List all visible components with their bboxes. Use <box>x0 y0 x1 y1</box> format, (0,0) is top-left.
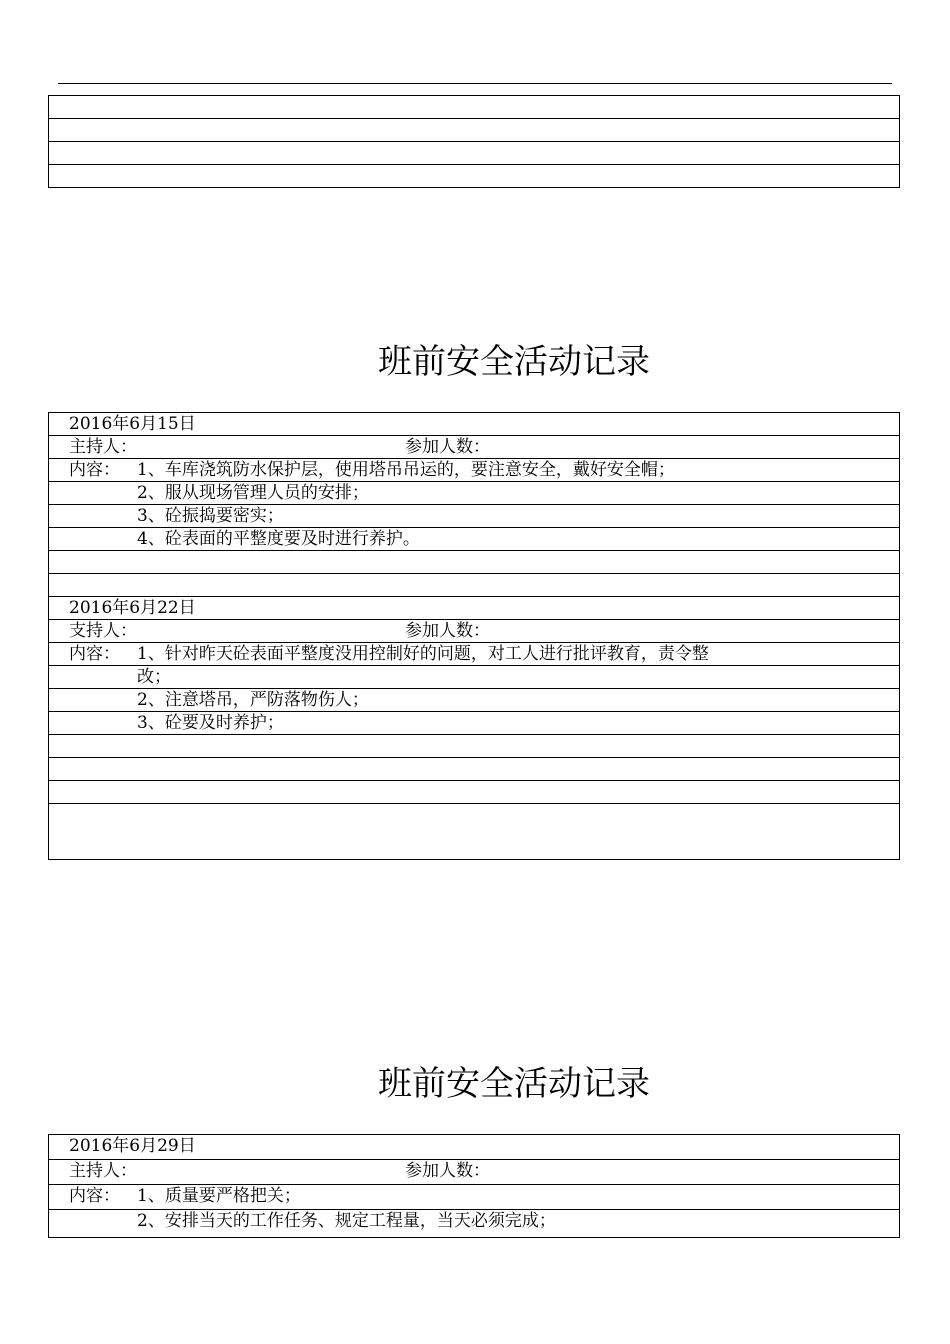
table-row <box>49 436 899 459</box>
table-row <box>49 712 899 735</box>
table-row <box>49 804 899 827</box>
host-label: 支持人： <box>69 621 137 641</box>
table-row <box>49 1210 899 1235</box>
table-row <box>49 1160 899 1185</box>
count-label: 参加人数： <box>405 621 490 641</box>
table-row <box>49 597 899 620</box>
table-row <box>49 165 899 188</box>
table-row <box>49 1135 899 1160</box>
content-item: 2、注意塔吊，严防落物伤人； <box>137 690 369 710</box>
content-item: 1、质量要严格把关； <box>137 1186 301 1206</box>
content-item: 3、砼振捣要密实； <box>137 506 284 526</box>
record-table-1 <box>48 412 900 860</box>
table-row <box>49 482 899 505</box>
content-prefix: 内容： <box>69 644 120 664</box>
header-rule <box>58 83 892 84</box>
content-item: 4、砼表面的平整度要及时进行养护。 <box>137 529 420 549</box>
record-date: 2016年6月15日 <box>69 414 196 434</box>
table-row <box>49 528 899 551</box>
table-row <box>49 735 899 758</box>
table-row <box>49 551 899 574</box>
record-table-2 <box>48 1134 900 1238</box>
table-row <box>49 119 899 142</box>
content-item: 2、安排当天的工作任务、规定工程量，当天必须完成； <box>137 1211 556 1231</box>
content-item: 2、服从现场管理人员的安排； <box>137 483 369 503</box>
host-label: 主持人： <box>69 1161 137 1181</box>
page-title: 班前安全活动记录 <box>378 1064 650 1104</box>
content-item: 1、针对昨天砼表面平整度没用控制好的问题，对工人进行批评教育，责令整 <box>137 644 709 664</box>
table-row <box>49 574 899 597</box>
host-label: 主持人： <box>69 437 137 457</box>
content-prefix: 内容： <box>69 460 120 480</box>
table-row <box>49 689 899 712</box>
count-label: 参加人数： <box>405 437 490 457</box>
top-table <box>48 95 900 188</box>
table-row <box>49 413 899 436</box>
table-row <box>49 758 899 781</box>
count-label: 参加人数： <box>405 1161 490 1181</box>
content-prefix: 内容： <box>69 1186 120 1206</box>
table-row <box>49 620 899 643</box>
content-item: 3、砼要及时养护； <box>137 713 284 733</box>
record-date: 2016年6月29日 <box>69 1136 196 1156</box>
page-title: 班前安全活动记录 <box>378 342 650 382</box>
table-row <box>49 505 899 528</box>
table-row <box>49 142 899 165</box>
table-row <box>49 459 899 482</box>
content-item: 改； <box>137 667 171 687</box>
table-row <box>49 96 899 119</box>
table-row <box>49 781 899 804</box>
record-date: 2016年6月22日 <box>69 598 196 618</box>
table-row <box>49 1185 899 1210</box>
content-item: 1、车库浇筑防水保护层，使用塔吊吊运的，要注意安全，戴好安全帽； <box>137 460 675 480</box>
table-row <box>49 643 899 666</box>
table-row <box>49 666 899 689</box>
